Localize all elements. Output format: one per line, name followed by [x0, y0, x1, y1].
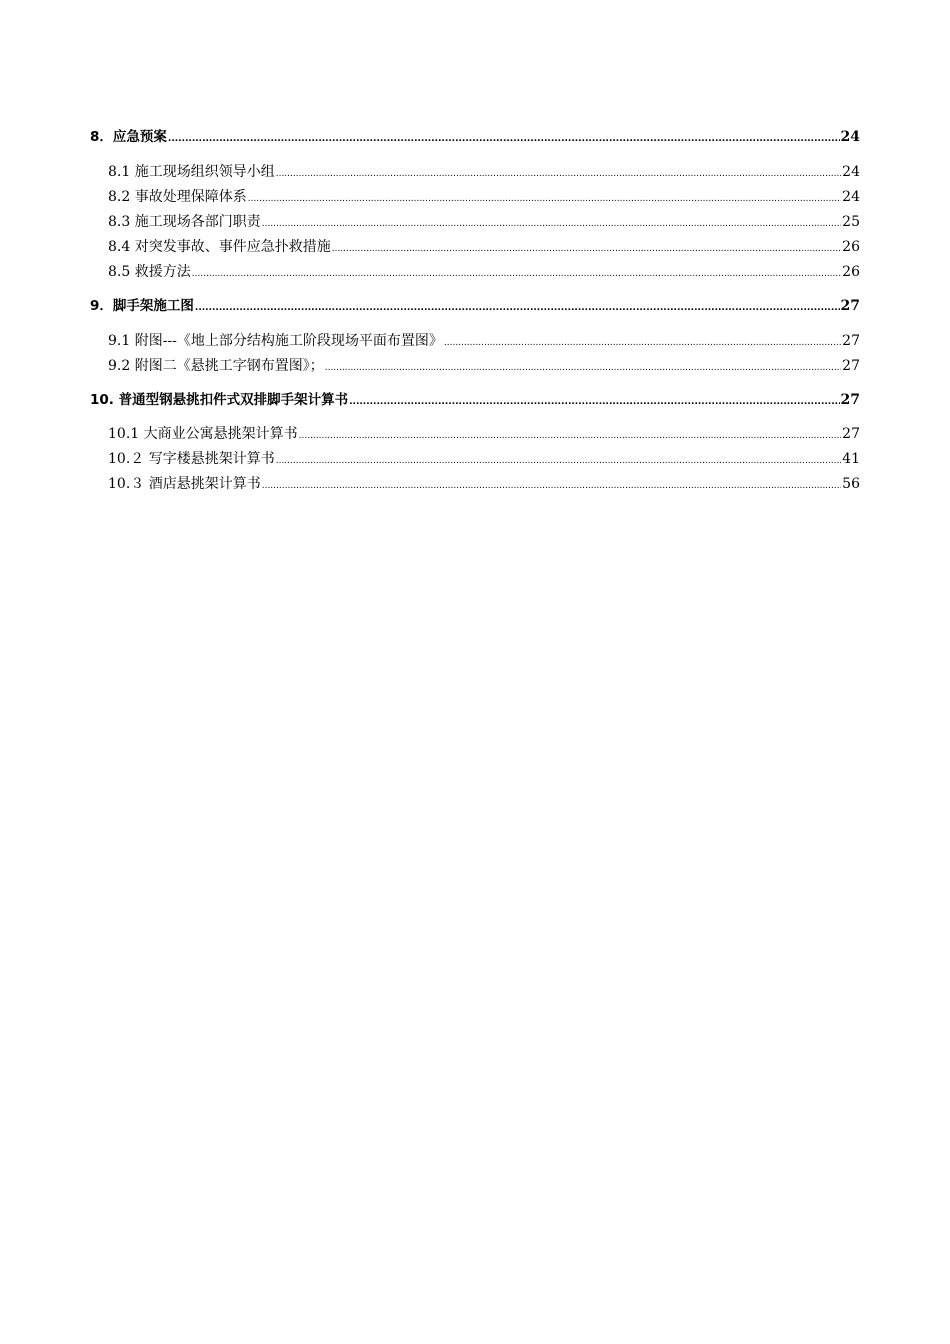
toc-entry-9-2[interactable]: [108, 357, 860, 377]
toc-entry-10-2[interactable]: [108, 450, 860, 470]
toc-dot-leader: [168, 130, 840, 148]
toc-dot-leader: [262, 477, 841, 495]
toc-page-number: 26: [842, 239, 860, 255]
toc-dot-leader: [248, 190, 841, 208]
toc-entry-10-3[interactable]: [108, 475, 860, 495]
toc-dot-leader: [195, 299, 840, 317]
toc-entry-label: 9．脚手架施工图: [90, 298, 194, 314]
toc-dot-leader: [276, 165, 841, 183]
toc-entry-label: 10.２ 写字楼悬挑架计算书: [108, 451, 275, 467]
toc-entry-9-1[interactable]: [108, 332, 860, 352]
toc-entry-label: 9.2 附图二《悬挑工字钢布置图》；: [108, 358, 324, 374]
toc-page-number: 27: [842, 333, 860, 349]
toc-entry-label: 8.3 施工现场各部门职责: [108, 214, 261, 230]
toc-entry-8[interactable]: [90, 128, 860, 148]
toc-page-number: 27: [840, 392, 860, 408]
toc-dot-leader: [444, 334, 841, 352]
toc-entry-label: 10.３ 酒店悬挑架计算书: [108, 476, 261, 492]
toc-entry-label: 9.1 附图---《地上部分结构施工阶段现场平面布置图》: [108, 333, 443, 349]
toc-entry-8-2[interactable]: [108, 188, 860, 208]
toc-entry-8-5[interactable]: [108, 263, 860, 283]
toc-page-number: 41: [842, 451, 860, 467]
toc-page-number: 24: [840, 129, 860, 145]
toc-dot-leader: [192, 265, 841, 283]
toc-page-number: 56: [842, 476, 860, 492]
toc-entry-label: 10. 普通型钢悬挑扣件式双排脚手架计算书: [90, 392, 349, 408]
toc-entry-10[interactable]: [90, 391, 860, 411]
toc-entry-10-1[interactable]: [108, 425, 860, 445]
toc-entry-8-1[interactable]: [108, 163, 860, 183]
toc-entry-8-3[interactable]: [108, 213, 860, 233]
toc-entry-label: 10.1 大商业公寓悬挑架计算书: [108, 426, 298, 442]
toc-dot-leader: [276, 452, 841, 470]
toc-page-number: 24: [842, 164, 860, 180]
toc-dot-leader: [325, 359, 841, 377]
toc-entry-label: 8.4 对突发事故、事件应急扑救措施: [108, 239, 331, 255]
toc-entry-8-4[interactable]: [108, 238, 860, 258]
toc-entry-label: 8.2 事故处理保障体系: [108, 189, 247, 205]
toc-entry-label: 8.5 救援方法: [108, 264, 191, 280]
toc-page-number: 27: [842, 426, 860, 442]
toc-dot-leader: [262, 215, 841, 233]
toc-page-number: 24: [842, 189, 860, 205]
toc-page-number: 27: [842, 358, 860, 374]
toc-page-number: 26: [842, 264, 860, 280]
toc-dot-leader: [299, 427, 842, 445]
toc-page-number: 25: [842, 214, 860, 230]
toc-dot-leader: [349, 393, 839, 411]
toc-dot-leader: [332, 240, 841, 258]
toc-entry-label: 8．应急预案: [90, 129, 167, 145]
toc-entry-9[interactable]: [90, 297, 860, 317]
toc-page-number: 27: [840, 298, 860, 314]
toc-entry-label: 8.1 施工现场组织领导小组: [108, 164, 275, 180]
